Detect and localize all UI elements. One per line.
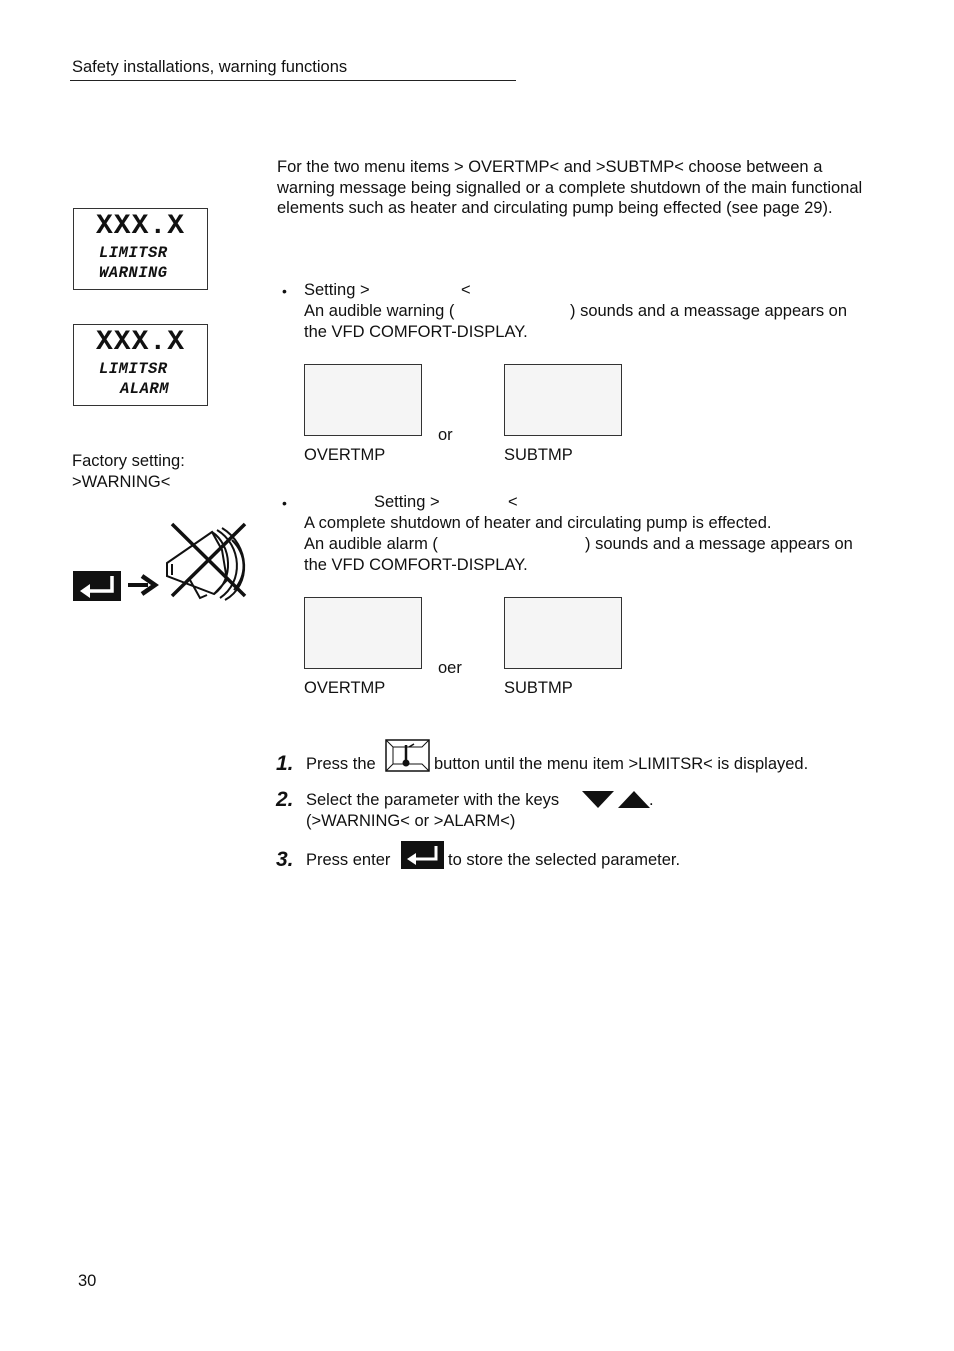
lcd-line2: WARNING (99, 264, 168, 282)
step-2-text-after: . (649, 791, 654, 809)
enter-key-icon (73, 571, 121, 601)
alarm-desc-end: ) sounds and a message appears on (585, 535, 853, 553)
bullet-warning: • (282, 283, 287, 299)
alarm-setting-close: < (508, 493, 518, 511)
page-number: 30 (78, 1272, 97, 1290)
enter-mute-illustration (72, 520, 257, 604)
step-number-2: 2. (276, 788, 294, 811)
step-1-text-after: button until the menu item >LIMITSR< is displayed. (434, 755, 809, 773)
lcd-display-warning (73, 208, 208, 290)
step-2-line2: (>WARNING< or >ALARM<) (306, 812, 516, 830)
alarm-desc-line3: the VFD COMFORT-DISPLAY. (304, 556, 528, 574)
step-number-1: 1. (276, 752, 294, 775)
factory-setting-value: >WARNING< (72, 473, 171, 491)
arrow-right-icon (128, 576, 155, 594)
up-key-icon (618, 791, 650, 808)
alarm-label-subtmp: SUBTMP (504, 679, 573, 697)
alarm-desc-line1: A complete shutdown of heater and circulating pump is effected. (304, 514, 772, 532)
page-header-title: Safety installations, warning functions (72, 58, 348, 76)
warning-setting-close: < (461, 281, 471, 299)
warning-display-subtmp (504, 364, 622, 436)
step-3-text-before: Press enter (306, 851, 391, 869)
alarm-desc-start: An audible alarm ( (304, 535, 438, 553)
warning-desc-end: ) sounds and a meassage appears on (570, 302, 848, 320)
lcd-value: XXX.X (95, 327, 185, 358)
oer-word: oer (438, 659, 462, 677)
warning-display-overtmp (304, 364, 422, 436)
lcd-display-alarm (73, 324, 208, 406)
alarm-setting-open: Setting > (374, 493, 440, 511)
intro-paragraph: For the two menu items > OVERTMP< and >SUBTMP< choose between a warning message being signalled or a complete shutdown of the main functional elements such as heater and circulating pump being effected (see page 29). (277, 158, 863, 218)
down-key-icon (582, 791, 614, 808)
or-word: or (438, 426, 453, 444)
thermometer-key-icon (385, 739, 430, 772)
step-number-3: 3. (276, 848, 294, 871)
step-3-text-after: to store the selected parameter. (448, 851, 681, 869)
step-1-text-before: Press the (306, 755, 376, 773)
warning-desc-start: An audible warning ( (304, 302, 455, 320)
factory-setting (72, 451, 185, 493)
lcd-line2: ALARM (120, 380, 170, 398)
warning-label-overtmp: OVERTMP (304, 446, 386, 464)
warning-desc-line2: the VFD COMFORT-DISPLAY. (304, 323, 528, 341)
header-divider (70, 80, 516, 81)
warning-setting-open: Setting > (304, 281, 370, 299)
warning-label-subtmp: SUBTMP (504, 446, 573, 464)
lcd-line1: LIMITSR (99, 244, 168, 262)
step-2-text-before: Select the parameter with the keys (306, 791, 560, 809)
alarm-display-subtmp (504, 597, 622, 669)
factory-setting-label: Factory setting: (72, 452, 185, 470)
alarm-display-overtmp (304, 597, 422, 669)
arrow-keys (581, 789, 653, 809)
enter-key-icon (401, 841, 444, 869)
lcd-value: XXX.X (95, 211, 185, 242)
lcd-line1: LIMITSR (99, 360, 168, 378)
speaker-muted-icon (167, 524, 245, 600)
alarm-label-overtmp: OVERTMP (304, 679, 386, 697)
bullet-alarm: • (282, 495, 287, 511)
